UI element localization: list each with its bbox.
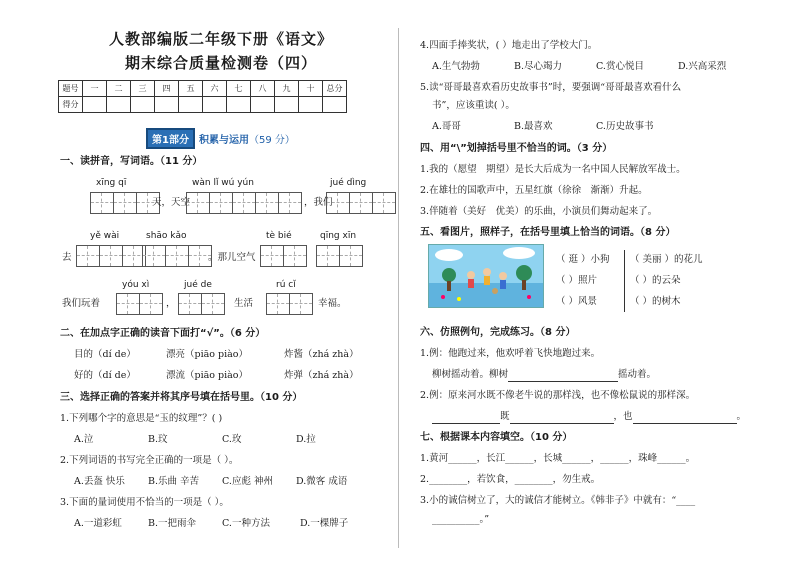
score-input-cell[interactable] [179,97,203,113]
q7-line-2[interactable]: 2.________，若饮食，________，勿生戒。 [420,474,601,485]
score-header-cell: 一 [83,81,107,97]
q4-item-2[interactable]: 2.在雄壮的国歌声中，五星红旗（徐徐 渐渐）升起。 [420,185,648,196]
score-header-cell: 七 [227,81,251,97]
q3-1-option-c[interactable]: C.玫 [222,434,242,445]
q3-2-option-a[interactable]: A.丢盔 快乐 [74,476,125,487]
q6-exercise-2[interactable] [432,411,746,424]
q3-1-option-b[interactable]: B.玟 [148,434,168,445]
q3-question-4: 4.四面手捧奖状，( ）地走出了学校大门。 [420,40,598,51]
q3-heading: 三、选择正确的答案并将其序号填在括号里。（10 分） [60,392,303,403]
pinyin-ruci: rú cǐ [276,280,296,290]
q3-4-option-c[interactable]: C.赏心悦目 [596,61,644,72]
q5-left-2[interactable]: （ ）照片 [556,275,598,286]
q2-item-piaoliu[interactable]: 漂流（piāo piào） [166,370,249,381]
q6-example-2: 2.例：原来河水既不像老牛说的那样浅，也不像松鼠说的那样深。 [420,390,696,401]
answer-grid-ruci[interactable] [266,293,313,315]
pinyin-yewai: yě wài [90,231,120,241]
score-input-cell[interactable] [155,97,179,113]
q6-exercise-2-blank-3[interactable] [633,411,737,424]
column-divider [398,28,399,548]
pinyin-juede: jué de [184,280,212,290]
q3-question-1: 1.下列哪个字的意思是“玉的纹理”？( ) [60,413,223,424]
q6-example-1: 1.例：他跑过来，他欢呼着飞快地跑过来。 [420,348,601,359]
score-input-cell[interactable] [83,97,107,113]
score-input-cell[interactable] [131,97,155,113]
q3-question-2: 2.下列词语的书写完全正确的一项是（ ）。 [60,455,239,466]
q1-text-6: ， [166,298,176,309]
answer-grid-xingqi[interactable] [90,192,160,214]
q1-text-8: 幸福。 [318,298,347,309]
q7-heading: 七、根据课本内容填空。（10 分） [420,432,573,443]
q2-item-mudi[interactable]: 目的（dí de） [74,349,136,360]
q7-line-1[interactable]: 1.黄河______，长江______，长城______，______，珠峰______。 [420,453,696,464]
q3-5-option-a[interactable]: A.哥哥 [432,121,461,132]
q3-1-option-a[interactable]: A.泣 [74,434,94,445]
pinyin-wanliwuyun: wàn lǐ wú yún [192,178,254,188]
answer-grid-shaokao[interactable] [142,245,212,267]
q5-right-3[interactable]: （ ）的树木 [630,296,681,307]
score-header-cell: 二 [107,81,131,97]
q3-5-option-b[interactable]: B.最喜欢 [514,121,553,132]
q3-4-option-d[interactable]: D.兴高采烈 [678,61,727,72]
exam-title: 人教部编版二年级下册《语文》 [108,30,333,48]
q1-heading: 一、读拼音，写词语。（11 分） [60,156,203,167]
q3-question-3: 3.下面的量词使用不恰当的一项是（ ）。 [60,497,229,508]
score-input-cell[interactable] [107,97,131,113]
q5-heading: 五、看图片，照样子，在括号里填上恰当的词语。（8 分） [420,227,676,238]
q6-exercise-2-part2: ，也 [613,411,633,422]
score-header-cell: 六 [203,81,227,97]
score-header-cell: 四 [155,81,179,97]
q6-exercise-2-part3: 。 [736,411,747,422]
q2-item-zhadan[interactable]: 炸弹（zhá zhà） [284,370,359,381]
score-input-cell[interactable] [299,97,323,113]
part1-banner [146,128,295,149]
pinyin-tebie: tè bié [266,231,292,241]
q6-exercise-2-blank-1[interactable] [432,411,500,424]
exam-subtitle: 期末综合质量检测卷（四） [124,54,317,72]
q4-heading: 四、用“\”划掉括号里不恰当的词。（3 分） [420,143,613,154]
q6-heading: 六、仿照例句，完成练习。（8 分） [420,327,576,338]
score-header-cell: 五 [179,81,203,97]
answer-grid-youxi[interactable] [116,293,163,315]
score-input-cell[interactable] [251,97,275,113]
q6-exercise-1[interactable] [432,369,656,382]
q1-text-3: 去 [62,252,72,263]
score-table [58,80,347,113]
q6-exercise-1-part1: 柳树摇动着。柳树 [432,369,509,380]
q6-exercise-2-blank-2[interactable] [510,411,614,424]
q7-line-4[interactable]: __________。” [432,514,490,525]
q4-item-1[interactable]: 1.我的（愿望 期望）是长大后成为一名中国人民解放军战士。 [420,164,686,175]
q3-4-option-b[interactable]: B.尽心竭力 [514,61,563,72]
answer-grid-tebie[interactable] [260,245,307,267]
q1-text-7: 生活 [234,298,254,309]
score-header-cell: 总分 [323,81,347,97]
pinyin-xingqi: xīng qī [96,178,127,188]
q5-right-2[interactable]: （ ）的云朵 [630,275,681,286]
answer-grid-juede[interactable] [178,293,225,315]
picture-children-playing [428,244,544,308]
q2-heading: 二、在加点字正确的读音下面打“√”。（6 分） [60,328,266,339]
q2-item-haode[interactable]: 好的（dí de） [74,370,136,381]
score-header-cell: 三 [131,81,155,97]
answer-grid-qingxin[interactable] [316,245,363,267]
q7-line-3[interactable]: 3.小的诚信树立了，大的诚信才能树立。《韩非子》中就有：“____ [420,495,696,506]
q1-text-5: 我们玩着 [62,298,101,309]
q3-1-option-d[interactable]: D.拉 [296,434,316,445]
score-header-cell: 九 [275,81,299,97]
score-header-cell: 题号 [59,81,83,97]
score-input-cell[interactable] [203,97,227,113]
q3-3-option-c[interactable]: C.一种方法 [222,518,270,529]
q6-exercise-1-blank[interactable] [508,369,618,382]
answer-grid-wanliwuyun[interactable] [186,192,302,214]
q1-text-2: ，我们 [304,197,333,208]
q5-left-1[interactable]: （ 逛 ）小狗 [556,254,610,265]
score-header-cell: 八 [251,81,275,97]
q3-question-5-line2: 书”，应该重读( ）。 [432,100,515,111]
q3-4-option-a[interactable]: A.生气勃勃 [432,61,480,72]
pinyin-jueding: jué dìng [330,178,367,188]
answer-grid-yewai[interactable] [76,245,146,267]
score-input-cell[interactable] [227,97,251,113]
q2-item-piaoliang[interactable]: 漂亮（piāo piào） [166,349,249,360]
score-input-cell[interactable] [275,97,299,113]
q4-item-3[interactable]: 3.伴随着（美好 优美）的乐曲，小演员们舞动起来了。 [420,206,658,217]
score-header-cell: 十 [299,81,323,97]
q3-3-option-d[interactable]: D.一棵牌子 [300,518,349,529]
q3-2-option-b[interactable]: B.乐曲 辛苦 [148,476,200,487]
q3-3-option-b[interactable]: B.一把雨伞 [148,518,197,529]
q3-2-option-c[interactable]: C.应彪 神州 [222,476,273,487]
q5-divider-line [624,250,625,312]
q5-right-1[interactable]: （ 美丽 ）的花儿 [630,254,703,265]
score-label-cell: 得分 [59,97,83,113]
score-input-cell[interactable] [323,97,347,113]
q3-5-option-c[interactable]: C.历史故事书 [596,121,654,132]
q3-question-5-line1: 5.读“哥哥最喜欢看历史故事书”时，要强调“哥哥最喜欢看什么 [420,82,682,93]
q3-2-option-d[interactable]: D.微客 成语 [296,476,348,487]
part1-points: （59 分） [248,135,295,146]
pinyin-qingxin: qīng xīn [320,231,357,241]
q1-text-1: 天，天空 [152,197,191,208]
q2-item-zhajiang[interactable]: 炸酱（zhá zhà） [284,349,359,360]
pinyin-shaokao: shāo kǎo [146,231,187,241]
answer-grid-jueding[interactable] [326,192,396,214]
part1-name: 积累与运用 [198,135,249,146]
pinyin-youxi: yóu xì [122,280,150,290]
q3-3-option-a[interactable]: A.一道彩虹 [74,518,122,529]
q6-exercise-1-part2: 摇动着。 [618,369,657,380]
q5-left-3[interactable]: （ ）风景 [556,296,598,307]
part1-badge: 第1部分 [146,128,195,149]
q1-text-4: 。那儿空气 [208,252,256,263]
q6-exercise-2-part1: 既 [500,411,510,422]
